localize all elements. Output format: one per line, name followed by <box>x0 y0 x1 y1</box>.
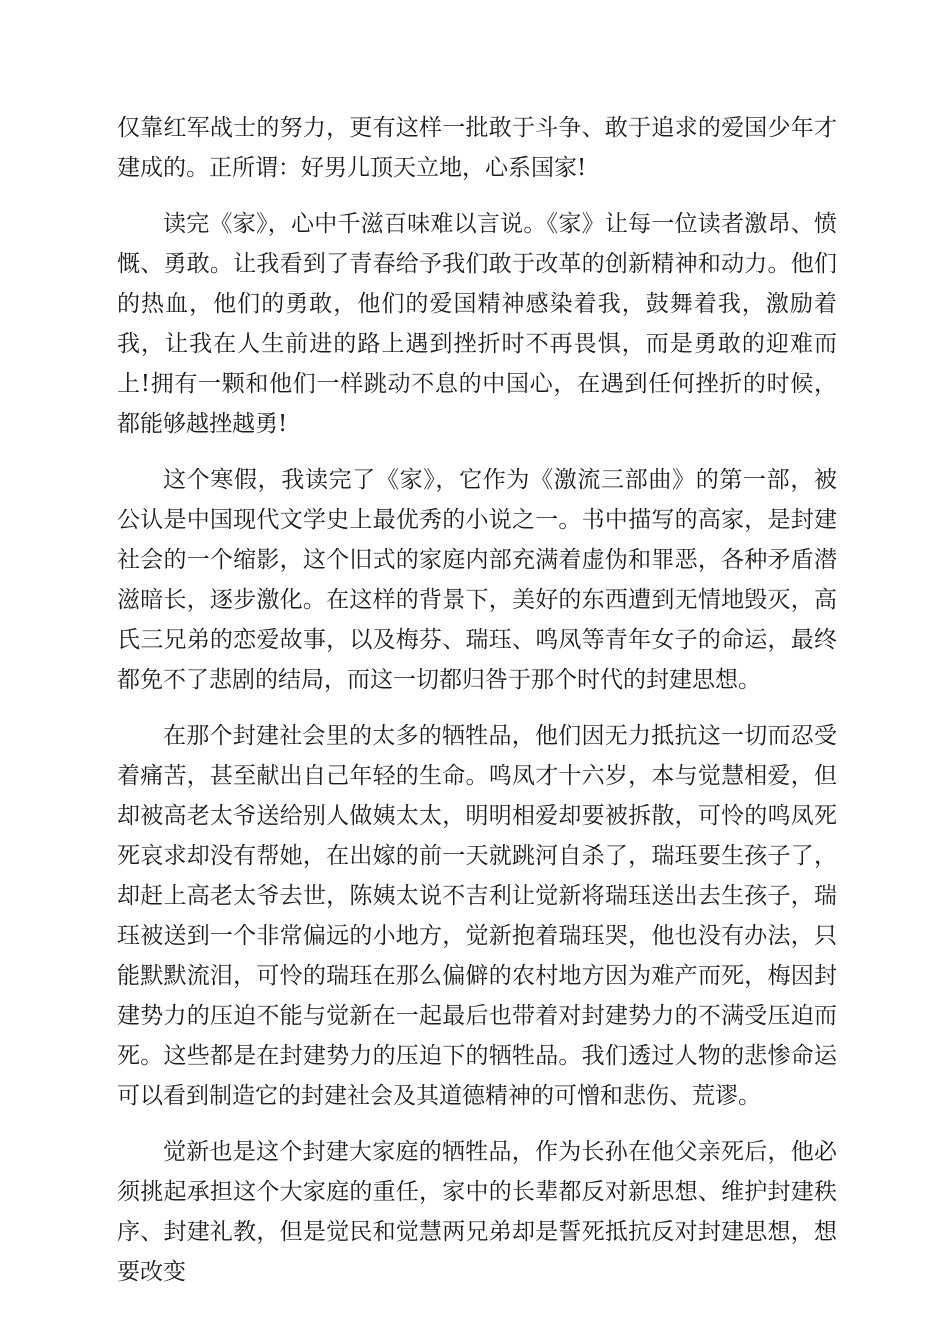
paragraph-4: 在那个封建社会里的太多的牺牲品，他们因无力抵抗这一切而忍受着痛苦，甚至献出自己年轻的生命。鸣凤才十六岁，本与觉慧相爱，但却被高老太爷送给别人做姨太太，明明相爱却要被拆散，可怜的鸣凤死死哀求却没有帮她，在出嫁的前一天就跳河自杀了，瑞珏要生孩子了，却赶上高老太爷去世，陈姨太说不吉利让觉新将瑞珏送出去生孩子，瑞珏被送到一个非常偏远的小地方，觉新抱着瑞珏哭，他也没有办法，只能默默流泪，可怜的瑞珏在那么偏僻的农村地方因为难产而死，梅因封建势力的压迫不能与觉新在一起最后也带着对封建势力的不满受压迫而死。这些都是在封建势力的压迫下的牺牲品。我们透过人物的悲惨命运可以看到制造它的封建社会及其道德精神的可憎和悲伤、荒谬。 <box>117 723 837 1109</box>
paragraph-5: 觉新也是这个封建大家庭的牺牲品，作为长孙在他父亲死后，他必须挑起承担这个大家庭的重任，家中的长辈都反对新思想、维护封建秩序、封建礼教，但是觉民和觉慧两兄弟却是誓死抵抗反对封建思想，想要改变 <box>117 1139 837 1285</box>
paragraph-3: 这个寒假，我读完了《家》，它作为《激流三部曲》的第一部，被公认是中国现代文学史上最优秀的小说之一。书中描写的高家，是封建社会的一个缩影，这个旧式的家庭内部充满着虚伪和罪恶，各种矛盾潜滋暗长，逐步激化。在这样的背景下，美好的东西遭到无情地毁灭，高氏三兄弟的恋爱故事，以及梅芬、瑞珏、鸣凤等青年女子的命运，最终都免不了悲剧的结局，而这一切都归咎于那个时代的封建思想。 <box>117 467 837 693</box>
document-body <box>117 108 837 1308</box>
paragraph-2: 读完《家》，心中千滋百味难以言说。《家》让每一位读者激昂、愤慨、勇敢。让我看到了青春给予我们敢于改革的创新精神和动力。他们的热血，他们的勇敢，他们的爱国精神感染着我，鼓舞着我，激励着我，让我在人生前进的路上遇到挫折时不再畏惧，而是勇敢的迎难而上!拥有一颗和他们一样跳动不息的中国心，在遇到任何挫折的时候，都能够越挫越勇! <box>117 211 837 437</box>
paragraph-1: 仅靠红军战士的努力，更有这样一批敢于斗争、敢于追求的爱国少年才建成的。正所谓：好男儿顶天立地，心系国家! <box>117 115 837 181</box>
